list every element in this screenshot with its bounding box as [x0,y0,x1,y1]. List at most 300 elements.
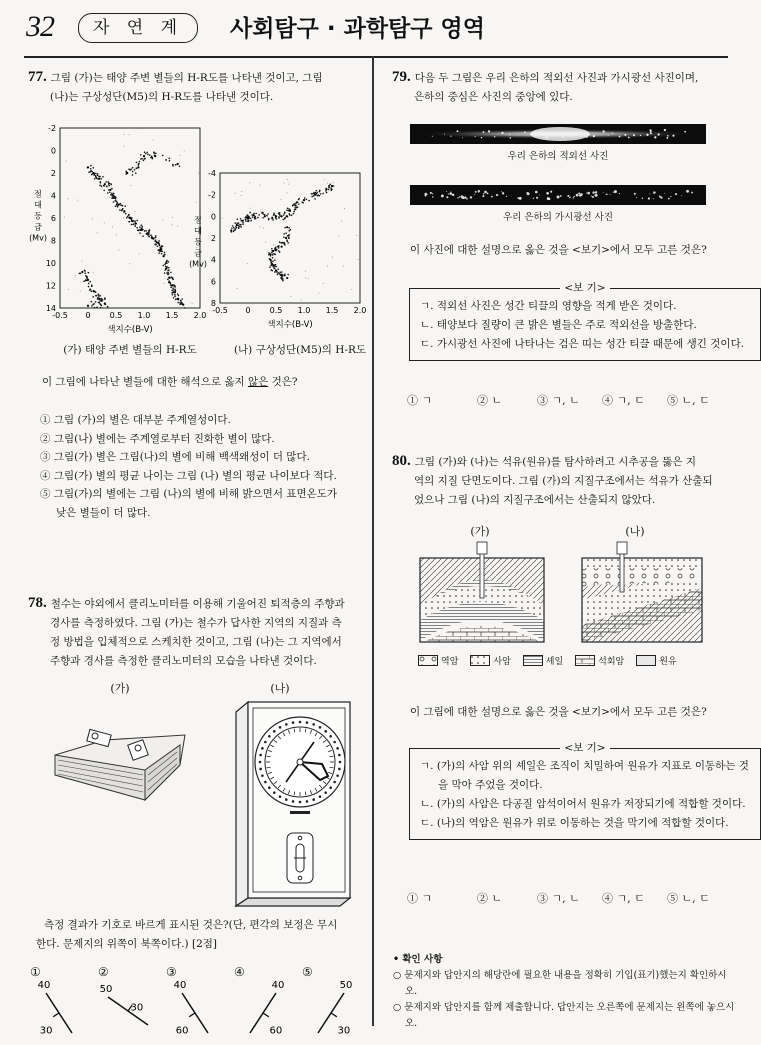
notice-title: • 확인 사항 [393,954,443,965]
data-point [282,276,284,278]
data-point [179,155,180,156]
option-5[interactable]: ⑤ 그림(가)의 별에는 그림 (나)의 별에 비해 밝으면서 표면온도가 [40,488,338,500]
question-77 [28,68,368,107]
data-point [277,274,279,276]
option-5-cont: 낮은 별들이 더 많다. [56,506,151,519]
y-tick-label: 0 [210,212,216,222]
dial-mark [306,722,308,724]
x-tick-label: 1.0 [297,306,311,315]
choice-4[interactable]: ④ ㄱ, ㄷ [602,892,645,905]
star-speck [459,196,461,198]
data-point [173,289,175,291]
dip-tick [331,1013,337,1017]
star-speck [483,131,485,133]
dial-mark [262,747,264,749]
data-point [331,188,333,190]
data-point [249,212,251,214]
prompt-line: 측정 결과가 기호로 바르게 표시된 것은?(단, 편각의 보정은 무시 [44,919,338,931]
data-point [143,160,145,162]
data-point [102,176,104,178]
plot-frame [220,173,360,303]
star-speck [450,136,451,137]
galaxy-infrared-photo [410,124,706,144]
y-tick-label: 10 [45,259,56,268]
data-point [155,239,157,241]
data-point [230,229,232,231]
data-point [134,169,136,171]
data-point [235,193,236,194]
data-point [132,167,134,169]
data-point [171,284,173,286]
choice-2[interactable]: ② ㄴ [477,394,503,407]
data-point [295,204,297,206]
data-point [327,182,328,183]
dial-mark [279,796,281,798]
star-speck [557,196,560,199]
data-point [164,254,166,256]
data-point [160,248,162,250]
star-speck [592,191,594,193]
data-point [161,245,163,247]
data-point [107,306,109,308]
star-speck [497,194,498,195]
y-axis-label: 등 [194,237,202,247]
data-point [132,174,134,176]
star-speck [646,134,648,136]
star-speck [539,195,540,196]
data-point [297,201,299,203]
choice-1[interactable]: ① ㄱ [407,892,433,905]
data-point [328,186,330,188]
star-speck [573,197,574,198]
star-speck [470,196,472,198]
data-point [247,217,249,219]
data-point [104,298,106,300]
data-point [92,167,94,169]
data-point [146,152,148,154]
data-point [165,268,167,270]
data-point [293,211,295,213]
data-point [272,219,274,221]
data-point [274,259,276,261]
data-point [128,214,130,216]
data-point [270,261,272,263]
data-point [112,194,114,196]
data-point [132,220,134,222]
header-divider [24,56,728,58]
star-speck [649,129,651,131]
data-point [147,154,149,156]
data-point [236,224,238,226]
star-speck [533,198,534,199]
data-point [278,217,280,219]
dial-mark [260,754,262,756]
dial-mark [292,722,294,724]
star-speck [536,197,538,199]
data-point [279,273,281,275]
data-point [115,205,117,207]
dial-mark [264,741,266,743]
star-speck [475,136,476,137]
star-speck [430,192,432,194]
data-point [264,215,266,217]
star-speck [506,196,507,197]
data-point [281,199,282,200]
strike-dip-choice-5[interactable] [302,965,368,1040]
photo-caption: 우리 은하의 가시광선 사진 [502,212,613,223]
data-point [272,217,274,219]
strike-dip-symbol [234,965,300,1040]
y-tick-label: -2 [208,190,216,200]
star-speck [640,135,641,136]
data-point [287,235,289,237]
data-point [149,154,151,156]
y-axis-label: 등 [34,211,42,221]
data-point [95,175,97,177]
data-point [135,223,137,225]
data-point [171,224,172,225]
data-point [123,217,124,218]
dial-mark [330,735,332,737]
data-point [113,193,115,195]
data-point [102,299,104,301]
data-point [162,220,163,221]
dial-mark [325,730,327,732]
dial-mark [325,792,327,794]
data-point [168,277,170,279]
data-point [314,194,316,196]
data-point [341,220,342,221]
star-speck [509,135,510,136]
data-point [245,220,247,222]
data-point [260,211,261,212]
data-point [172,287,174,289]
choice-2[interactable]: ② ㄴ [477,892,503,905]
bogi-item: ㄴ. 태양보다 질량이 큰 밝은 별들은 주로 적외선을 방출한다. [420,319,697,331]
data-point [118,203,120,205]
star-speck [457,197,458,198]
dial-mark [279,726,281,728]
data-point [266,215,268,217]
data-point [177,298,179,300]
figure-label: (나) [625,525,645,538]
y-tick-label: 6 [50,214,56,223]
data-point [108,184,109,185]
data-point [121,210,123,212]
y-tick-label: 6 [210,277,216,287]
question-prompt [36,916,371,954]
data-point [327,266,328,267]
star-speck [501,132,503,134]
data-point [177,225,178,226]
option-1[interactable]: ① 그림 (가)의 별은 대부분 주계열성이다. [40,414,231,426]
data-point [172,277,174,279]
data-point [124,146,125,147]
data-point [169,160,171,162]
dial-mark [319,796,321,798]
data-point [155,237,157,239]
star-speck [650,132,651,133]
section-title: 사회탐구 · 과학탐구 영역 [230,16,485,42]
data-point [139,128,140,129]
data-point [286,215,288,217]
data-point [172,217,173,218]
star-speck [560,195,562,197]
data-point [308,278,309,279]
data-point [241,191,242,192]
option-3[interactable]: ③ 그림(가) 별은 그림(나)의 별에 비해 백색왜성이 더 많다. [40,451,310,463]
question-stem: 은하의 중심은 사진의 중앙에 있다. [414,91,573,103]
choice-4[interactable]: ④ ㄱ, ㄷ [602,394,645,407]
data-point [96,295,98,297]
star-speck [564,134,565,135]
question-number: 79. [392,69,411,85]
star-speck [579,194,581,196]
data-point [99,295,101,297]
data-point [109,191,111,193]
data-point [138,230,140,232]
data-point [249,182,250,183]
data-point [91,284,93,286]
data-point [132,171,134,173]
data-point [279,214,281,216]
strike-dip-choice-1[interactable] [30,965,96,1040]
data-point [133,223,135,225]
dial-mark [292,800,294,802]
strike-dip-choice-2[interactable] [98,965,164,1040]
data-point [98,178,100,180]
data-point [322,193,324,195]
question-number: 80. [392,453,411,469]
bogi-item: ㄱ. 적외선 사진은 성간 티끌의 영향을 적게 받은 것이다. [420,300,677,312]
choice-5[interactable]: ⑤ ㄴ, ㄷ [667,394,710,407]
data-point [275,215,277,217]
data-point [274,268,276,270]
data-point [240,218,242,220]
data-point [242,223,244,225]
answer-options [40,411,370,522]
data-point [95,301,97,303]
choice-1[interactable]: ① ㄱ [407,394,433,407]
star-speck [610,194,611,195]
star-speck [613,192,614,193]
data-point [179,162,180,163]
hr-diagram-solar-neighborhood [30,120,205,345]
data-point [164,252,166,254]
data-point [155,235,157,237]
star-speck [446,191,447,192]
data-point [283,214,285,216]
data-point [247,263,248,264]
data-point [162,155,164,157]
data-point [82,261,83,262]
data-point [115,198,117,200]
star-speck [574,196,575,197]
question-prompt: 이 그림에 대한 설명으로 옳은 것을 <보기>에서 모두 고른 것은? [410,706,707,718]
figure-label: (가) [470,525,490,538]
data-point [180,303,182,305]
data-point [90,168,92,170]
data-point [156,245,158,247]
notice-item: ○ 문제지와 답안지를 함께 제출합니다. 답안지는 오른쪽에 문제지는 왼쪽에 놓으시오. [393,1002,735,1029]
data-point [356,235,357,236]
data-point [120,203,122,205]
data-point [118,249,119,250]
data-point [104,222,105,223]
strike-value: 40 [37,980,51,991]
star-speck [541,131,542,132]
data-point [67,198,68,199]
data-point [167,272,169,274]
data-point [136,220,138,222]
data-point [154,155,156,157]
galaxy-visible-photo [410,185,706,205]
bogi-box [409,282,761,361]
data-point [279,251,281,253]
dip-value: 60 [175,1025,189,1037]
data-point [286,209,288,211]
prompt-line: 한다. 문제지의 위쪽이 북쪽이다.) [2점] [36,938,217,950]
data-point [269,266,271,268]
data-point [168,280,170,282]
star-speck [451,191,452,192]
data-point [168,267,170,269]
x-tick-label: 0 [245,306,251,315]
bogi-item: ㄷ. 가시광선 사진에 나타나는 검은 띠는 성간 티끌 때문에 생긴 것이다. [420,338,745,350]
data-point [89,281,91,283]
data-point [241,195,242,196]
strike-dip-symbol [302,965,368,1040]
y-axis-label: 급 [194,248,202,258]
choice-5[interactable]: ⑤ ㄴ, ㄷ [667,892,710,905]
answer-choices [407,392,737,408]
strike-value: 40 [271,980,285,991]
star-speck [426,194,427,195]
choice-3[interactable]: ③ ㄱ, ㄴ [537,394,580,407]
rock-legend [418,654,718,667]
star-speck [510,137,512,139]
data-point [145,153,147,155]
y-axis-label: 절 [34,189,42,199]
prompt-text: 이 그림에 나타난 별들에 대한 해석으로 옳지 [42,376,248,388]
star-speck [462,137,463,138]
data-point [255,213,257,215]
dial-mark [338,768,340,770]
data-point [101,298,103,300]
y-tick-label: 2 [50,169,56,178]
data-point [148,232,150,234]
star-speck [547,197,550,200]
star-speck [572,136,573,137]
data-point [163,255,165,257]
star-speck [668,198,670,200]
dial-mark [299,801,301,803]
star-speck [488,130,490,132]
data-point [358,259,359,260]
notice-box [393,952,738,1032]
y-tick-label: 4 [210,255,216,265]
data-point [250,220,252,222]
data-point [332,182,333,183]
star-speck [527,192,530,195]
y-tick-label: 14 [45,304,56,313]
star-speck [475,191,477,193]
star-speck [478,190,480,192]
question-stem: 역의 지질 단면도이다. 그림 (가)의 지질구조에서는 석유가 산출되 [414,475,713,487]
data-point [253,214,255,216]
strike-value: 40 [173,980,187,991]
data-point [319,190,321,192]
strike-dip-choice-4[interactable] [234,965,300,1040]
star-speck [457,130,459,132]
star-speck [681,195,682,196]
legend-shale: 셰일 [523,654,563,667]
data-point [177,293,179,295]
star-speck [519,197,522,200]
track-badge: 자 연 계 [78,13,198,43]
y-tick-label: -4 [208,169,216,178]
data-point [163,283,164,284]
data-point [318,293,319,294]
star-speck [675,193,677,195]
data-point [177,302,179,304]
data-point [148,236,150,238]
choice-3[interactable]: ③ ㄱ, ㄴ [537,892,580,905]
dip-value: 60 [269,1025,283,1037]
star-speck [494,136,495,137]
strike-dip-choice-3[interactable] [166,965,232,1040]
data-point [343,266,344,267]
data-point [262,213,264,215]
data-point [167,279,169,281]
data-point [100,303,102,305]
dial-mark [339,761,341,763]
data-point [280,242,282,244]
data-point [184,150,185,151]
data-point [159,244,161,246]
data-point [122,208,124,210]
data-point [303,199,305,201]
data-point [94,307,96,309]
x-tick-label: 0.5 [269,306,283,315]
data-point [151,157,153,159]
data-point [272,261,274,263]
star-speck [481,137,482,138]
data-point [242,222,244,224]
star-speck [603,131,604,132]
dial-mark [330,787,332,789]
option-2[interactable]: ② 그림(나) 별에는 주계열로부터 진화한 별이 많다. [40,432,275,445]
star-speck [634,193,636,195]
data-point [174,294,176,296]
data-point [115,200,117,202]
data-point [329,183,331,185]
star-speck [441,194,444,197]
data-point [315,192,317,194]
x-axis-label: 색지수(B-V) [107,325,153,335]
question-79 [392,68,737,107]
choice-label: ④ [234,965,245,979]
data-point [124,205,126,207]
data-point [120,205,122,207]
data-point [139,232,141,234]
data-point [237,288,238,289]
data-point [144,151,146,153]
data-point [107,192,109,194]
data-point [269,259,271,261]
data-point [284,273,286,275]
option-4[interactable]: ④ 그림(가) 별의 평균 나이는 그림 (나) 별의 평균 나이보다 적다. [40,469,337,482]
